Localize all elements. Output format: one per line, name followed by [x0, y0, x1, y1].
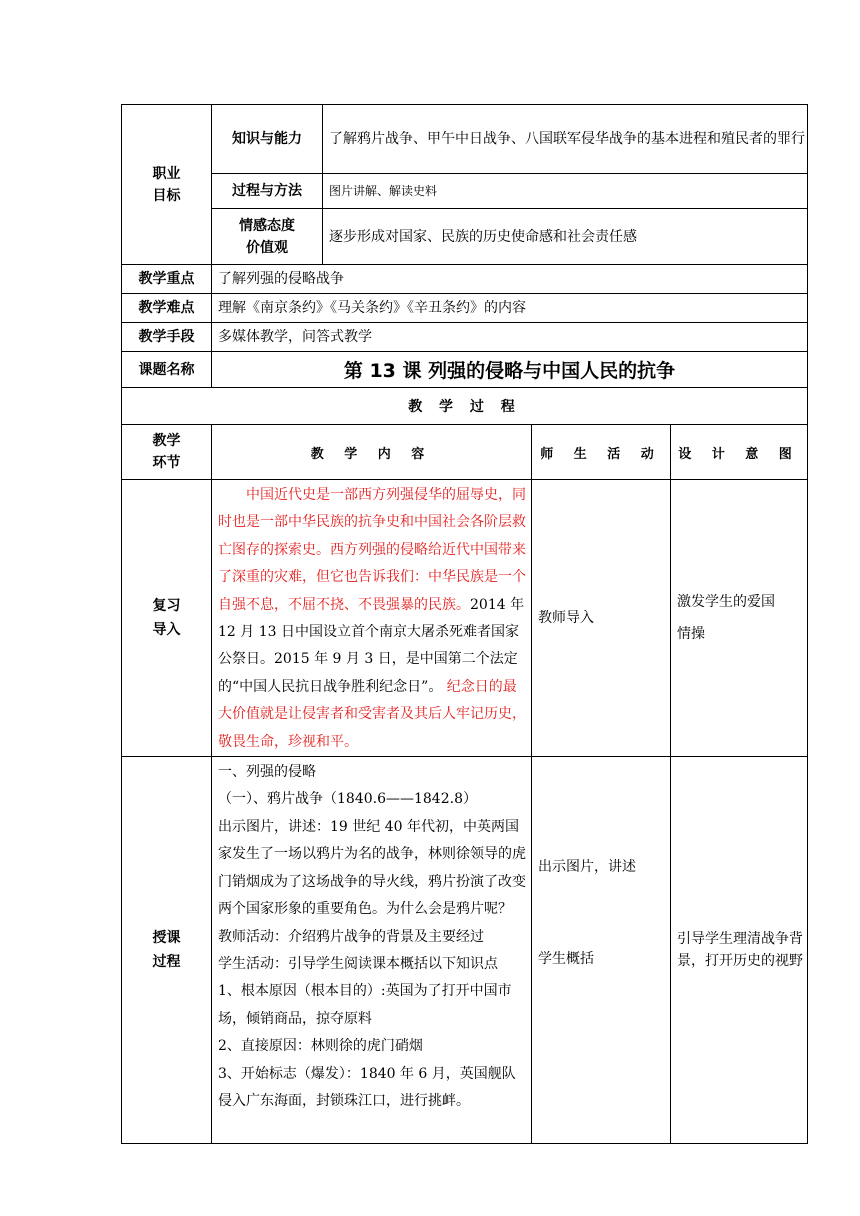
knowledge-content: 了解鸦片战争、甲午中日战争、八国联军侵华战争的基本进程和殖民者的罪行 [323, 105, 808, 174]
process-heading-row [122, 388, 808, 425]
review-activity: 教师导入 [532, 480, 671, 757]
lecture-row [122, 757, 808, 1144]
objectives-label-line1: 职业 [152, 165, 181, 182]
lecture-activity-2: 学生概括 [538, 951, 594, 968]
process-method-label: 过程与方法 [212, 174, 323, 209]
method-content: 多媒体教学，问答式教学 [212, 323, 808, 352]
key-point-content: 了解列强的侵略战争 [212, 265, 808, 294]
review-red-text: 中国近代史是一部西方列强侵华的屈辱史，同时也是一部中华民族的抗争史和中国社会各阶层救亡图存的探索史。西方列强的侵略给近代中国带来了深重的灾难，但它也告诉我们：中华民族是一个自强不息，不屈不挠、不畏强暴的民族。 [218, 487, 526, 613]
review-red-text-2: 纪念日的最大价值就是让侵害者和受害者及其后人牢记历史，敬畏生命，珍视和平。 [218, 678, 526, 750]
objective-row-knowledge [122, 105, 808, 174]
objective-row-process [122, 174, 808, 209]
activity-header: 师 生 活 动 [532, 425, 671, 480]
lecture-line-3: 出示图片，讲述：19 世纪 40 年代初，中英两国家发生了一场以鸦片为名的战争，林则徐领导的虎门销烟成为了这场战争的导火线，鸦片扮演了改变两个国家形象的重要角色。为什么会是鸦片呢？ [218, 818, 526, 918]
method-label: 教学手段 [122, 323, 212, 352]
process-method-content: 图片讲解、解读史料 [323, 174, 808, 209]
lecture-stage [122, 757, 212, 1144]
attitude-label-line1: 情感态度 [239, 217, 295, 234]
process-heading: 教 学 过 程 [122, 388, 808, 425]
lecture-line-6: 1、根本原因（根本目的）:英国为了打开中国市场，倾销商品，掠夺原料 [218, 983, 512, 1027]
objectives-label [122, 105, 212, 265]
stage-header-line1: 教学 [152, 433, 181, 449]
review-row [122, 480, 808, 757]
lecture-line-7: 2、直接原因：林则徐的虎门硝烟 [218, 1038, 423, 1055]
lesson-plan-table [121, 104, 808, 1144]
review-content [212, 480, 532, 757]
lecture-content [212, 757, 532, 1144]
lecture-stage-line2: 过程 [152, 954, 181, 971]
attitude-label-line2: 价值观 [246, 239, 288, 256]
review-stage-line2: 导入 [152, 622, 181, 639]
key-point-label: 教学重点 [122, 265, 212, 294]
objective-row-attitude [122, 209, 808, 265]
review-intent-line2: 情操 [677, 626, 705, 643]
method-row [122, 323, 808, 352]
review-intent-line1: 激发学生的爱国 [677, 594, 775, 611]
lecture-activity [532, 757, 671, 1144]
lecture-stage-line1: 授课 [152, 930, 181, 947]
lesson-plan-page [121, 104, 807, 1144]
column-header-row [122, 425, 808, 480]
content-header: 教 学 内 容 [212, 425, 532, 480]
lesson-label: 课题名称 [122, 352, 212, 388]
review-stage [122, 480, 212, 757]
lecture-line-8: 3、开始标志（爆发）：1840 年 6 月，英国舰队侵入广东海面，封锁珠江口，进行挑衅。 [218, 1065, 516, 1109]
lesson-title-row [122, 352, 808, 388]
lesson-title: 第 13 课 列强的侵略与中国人民的抗争 [212, 352, 808, 388]
lecture-intent: 引导学生理清战争背景，打开历史的视野 [671, 757, 808, 1144]
difficulty-label: 教学难点 [122, 294, 212, 323]
lecture-line-1: 一、列强的侵略 [218, 764, 316, 781]
difficulty-row [122, 294, 808, 323]
objectives-label-line2: 目标 [152, 187, 181, 204]
intent-header: 设 计 意 图 [671, 425, 808, 480]
review-intent [671, 480, 808, 757]
lecture-line-4: 教师活动：介绍鸦片战争的背景及主要经过 [218, 928, 484, 945]
key-point-row [122, 265, 808, 294]
knowledge-label: 知识与能力 [212, 105, 323, 174]
difficulty-content: 理解《南京条约》《马关条约》《辛丑条约》的内容 [212, 294, 808, 323]
stage-header [122, 425, 212, 480]
attitude-label [212, 209, 323, 265]
lecture-activity-1: 出示图片，讲述 [538, 859, 636, 876]
review-black-text: 2014 年 12 月 13 日中国设立首个南京大屠杀死难者国家公祭日。2015 年 9 月 3 日，是中国第二个法定的“中国人民抗日战争胜利纪念日”。 [218, 596, 525, 695]
lecture-line-2: （一）、鸦片战争（1840.6——1842.8） [218, 791, 477, 808]
review-stage-line1: 复习 [152, 598, 181, 615]
stage-header-line2: 环节 [152, 455, 181, 471]
lecture-line-5: 学生活动：引导学生阅读课本概括以下知识点 [218, 955, 498, 972]
attitude-content: 逐步形成对国家、民族的历史使命感和社会责任感 [323, 209, 808, 265]
